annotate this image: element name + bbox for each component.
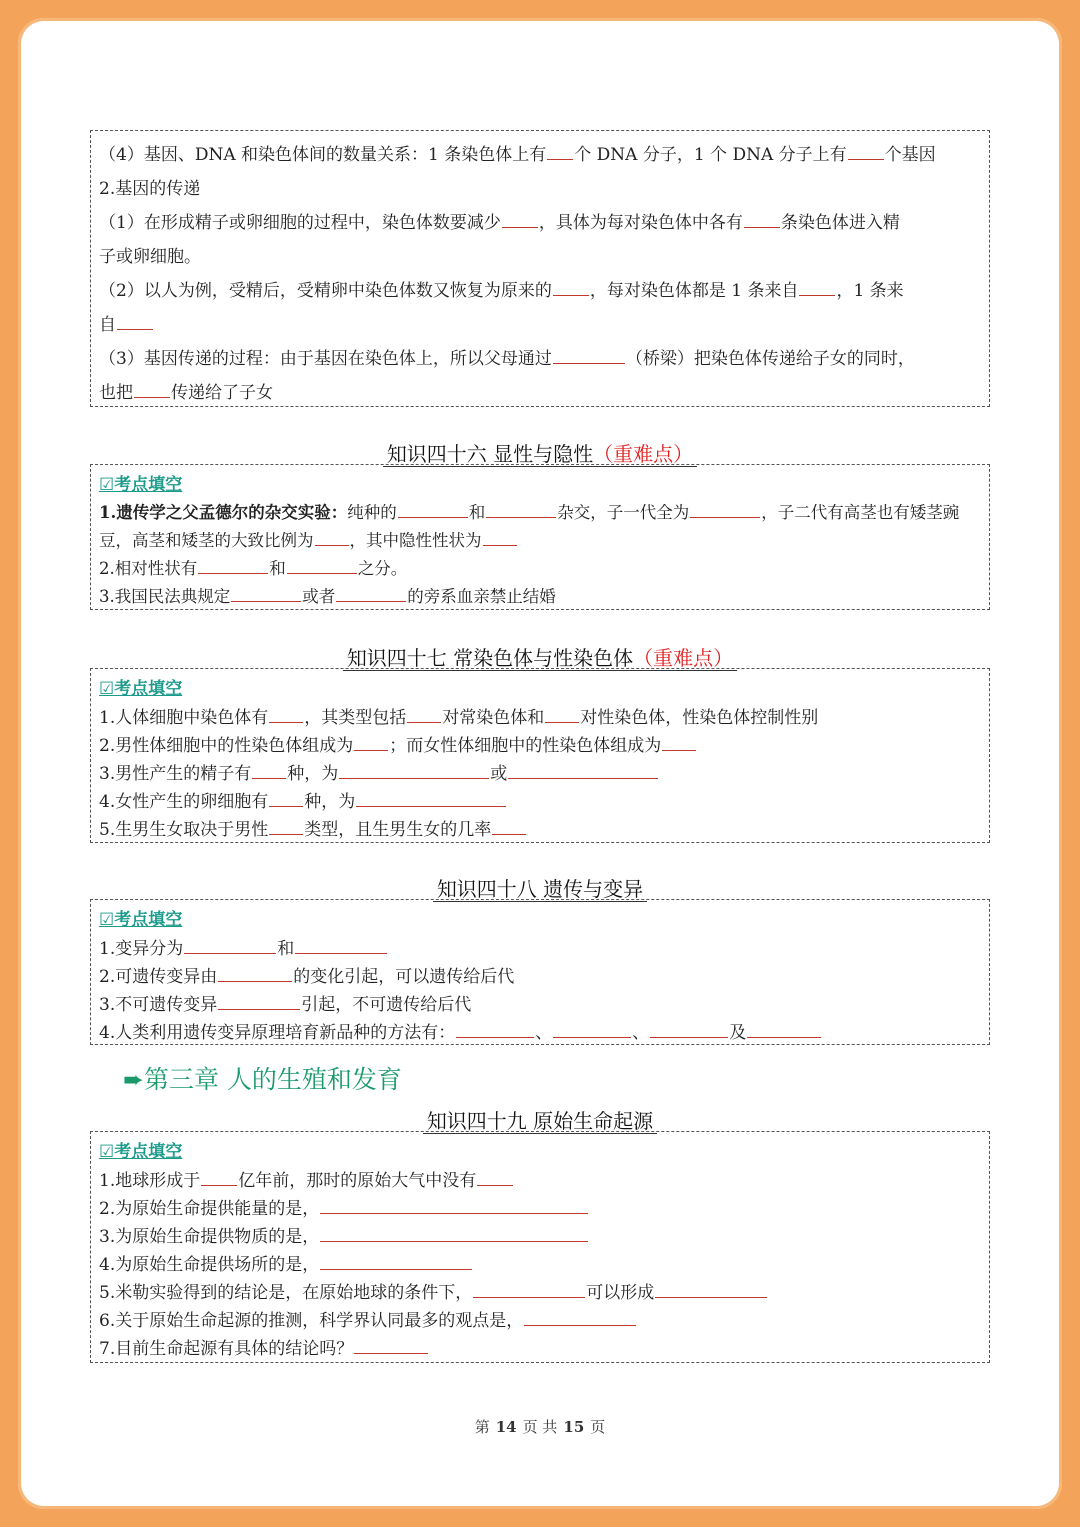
text: 2.男性体细胞中的性染色体组成为 (99, 736, 354, 756)
title-text: 知识四十六 显性与隐性 (386, 442, 594, 466)
section-box-46 (90, 464, 990, 610)
blank[interactable] (336, 584, 406, 602)
line (99, 208, 981, 233)
kaodian-label: ☑考点填空 (99, 910, 183, 930)
text: 对常染色体和 (442, 708, 545, 728)
text: 1.地球形成于 (99, 1171, 201, 1191)
line (99, 962, 981, 987)
blank[interactable] (747, 1020, 821, 1038)
line (99, 1250, 981, 1275)
text: 种，为 (304, 792, 356, 812)
line (99, 310, 981, 335)
blank[interactable] (320, 1224, 588, 1242)
text: （3）基因传递的过程：由于基因在染色体上，所以父母通过 (99, 349, 552, 369)
blank[interactable] (252, 761, 286, 779)
text: 3.男性产生的精子有 (99, 764, 252, 784)
line (99, 934, 981, 959)
text: （桥梁）把染色体传递给子女的同时， (625, 349, 915, 369)
blank[interactable] (315, 528, 349, 546)
text: 个 DNA 分子，1 个 DNA 分子上有 (574, 145, 847, 165)
line (99, 378, 981, 403)
blank[interactable] (339, 761, 489, 779)
text: 4.女性产生的卵细胞有 (99, 792, 269, 812)
text: 杂交，子一代全为 (557, 503, 690, 522)
blank[interactable] (662, 733, 696, 751)
line (99, 1334, 981, 1359)
text: 传递给了子女 (171, 383, 273, 403)
line (99, 731, 981, 756)
blank[interactable] (184, 936, 276, 954)
blank[interactable] (407, 705, 441, 723)
difficulty-tag: （重难点） (633, 646, 734, 670)
text: 引起，不可遗传给后代 (301, 995, 472, 1015)
footer-text: 页 (590, 1418, 606, 1436)
line (99, 815, 981, 840)
title-text: 知识四十八 遗传与变异 (433, 877, 647, 902)
text: 对性染色体，性染色体控制性别 (580, 708, 819, 728)
kaodian-label: ☑考点填空 (99, 679, 183, 699)
line (99, 759, 981, 784)
line: 子或卵细胞。 (99, 247, 201, 267)
text: 3.我国民法典规定 (99, 587, 231, 606)
section-title-46 (0, 438, 1080, 467)
text: ，子二代有高茎也有矮茎豌 (761, 503, 960, 522)
line (99, 1278, 981, 1303)
section-title-49 (0, 1105, 1080, 1134)
text: 或者 (302, 587, 336, 606)
text: 之分。 (357, 559, 408, 578)
text: 4.为原始生命提供场所的是， (99, 1255, 320, 1275)
blank[interactable] (231, 584, 301, 602)
blank[interactable] (655, 1280, 767, 1298)
top-box (90, 130, 990, 407)
line (99, 1222, 981, 1247)
blank[interactable] (545, 705, 579, 723)
line (99, 344, 981, 369)
blank[interactable] (508, 761, 658, 779)
blank[interactable] (547, 142, 573, 160)
blank[interactable] (502, 210, 538, 228)
blank[interactable] (483, 528, 517, 546)
section-title-48 (0, 873, 1080, 902)
text: ，其中隐性性状为 (349, 531, 482, 550)
footer-text: 页 共 (522, 1418, 558, 1436)
text: ，其类型包括 (304, 708, 407, 728)
text: 6.关于原始生命起源的推测，科学界认同最多的观点是， (99, 1311, 524, 1331)
blank[interactable] (398, 500, 468, 518)
blank[interactable] (553, 346, 625, 364)
line (99, 555, 981, 579)
section-box-49 (90, 1131, 990, 1363)
text: 3.不可遗传变异 (99, 995, 218, 1015)
title-text: 知识四十九 原始生命起源 (423, 1109, 657, 1134)
kaodian-label: ☑考点填空 (99, 1142, 183, 1162)
text: ；而女性体细胞中的性染色体组成为 (389, 736, 662, 756)
blank[interactable] (201, 1168, 237, 1186)
text: 种，为 (287, 764, 339, 784)
blank[interactable] (553, 278, 589, 296)
blank[interactable] (744, 210, 780, 228)
blank[interactable] (848, 142, 884, 160)
blank[interactable] (198, 556, 268, 574)
blank[interactable] (650, 1020, 728, 1038)
text: 及 (729, 1023, 747, 1043)
page-footer (0, 1416, 1080, 1437)
text: 2.可遗传变异由 (99, 967, 218, 987)
blank[interactable] (320, 1252, 472, 1270)
chapter-heading: ➨第三章 人的生殖和发育 (123, 1065, 402, 1094)
text: 和 (468, 503, 486, 522)
current-page-number: 14 (495, 1418, 517, 1436)
blank[interactable] (486, 500, 556, 518)
total-page-number: 15 (563, 1418, 585, 1436)
line (99, 1018, 981, 1043)
blank[interactable] (269, 789, 303, 807)
text: 2.为原始生命提供能量的是， (99, 1199, 320, 1219)
blank[interactable] (269, 817, 303, 835)
blank[interactable] (117, 312, 153, 330)
line (99, 1166, 981, 1191)
text: 5.米勒实验得到的结论是，在原始地球的条件下， (99, 1283, 473, 1303)
text: 、 (632, 1023, 650, 1043)
blank[interactable] (295, 936, 387, 954)
line (99, 1194, 981, 1219)
blank[interactable] (269, 705, 303, 723)
text: ，每对染色体都是 1 条来自 (589, 281, 799, 301)
text: 纯种的 (347, 503, 397, 522)
line (99, 499, 981, 523)
blank[interactable] (134, 380, 170, 398)
text: 和 (269, 559, 286, 578)
blank[interactable] (354, 1336, 428, 1354)
blank[interactable] (354, 733, 388, 751)
line (99, 787, 981, 812)
text: （4）基因、DNA 和染色体间的数量关系：1 条染色体上有 (99, 145, 547, 165)
blank[interactable] (218, 992, 300, 1010)
text: 、 (535, 1023, 553, 1043)
text: 1.遗传学之父孟德尔的杂交实验： (99, 503, 348, 522)
blank[interactable] (320, 1196, 588, 1214)
text: 自 (99, 315, 116, 335)
line (99, 276, 981, 301)
text: 3.为原始生命提供物质的是， (99, 1227, 320, 1247)
kaodian-label: ☑考点填空 (99, 475, 183, 495)
line (99, 140, 981, 165)
line (99, 1306, 981, 1331)
footer-text: 第 (474, 1418, 490, 1436)
text: 1.变异分为 (99, 939, 184, 959)
blank[interactable] (553, 1020, 631, 1038)
line (99, 527, 981, 551)
text: 豆，高茎和矮茎的大致比例为 (99, 531, 314, 550)
text: （2）以人为例，受精后，受精卵中染色体数又恢复为原来的 (99, 281, 552, 301)
blank[interactable] (218, 964, 292, 982)
text: 2.相对性状有 (99, 559, 198, 578)
text: 类型，且生男生女的几率 (304, 820, 492, 840)
line (99, 990, 981, 1015)
text: 的变化引起，可以遗传给后代 (293, 967, 515, 987)
text: 7.目前生命起源有具体的结论吗？ (99, 1339, 354, 1359)
blank[interactable] (456, 1020, 534, 1038)
blank[interactable] (287, 556, 357, 574)
section-title-47 (0, 642, 1080, 671)
line (99, 583, 981, 607)
text: 亿年前，那时的原始大气中没有 (238, 1171, 477, 1191)
blank[interactable] (492, 817, 526, 835)
blank[interactable] (524, 1308, 636, 1326)
text: （1）在形成精子或卵细胞的过程中，染色体数要减少 (99, 213, 501, 233)
text: 5.生男生女取决于男性 (99, 820, 269, 840)
text: 1.人体细胞中染色体有 (99, 708, 269, 728)
blank[interactable] (799, 278, 835, 296)
text: 和 (277, 939, 295, 959)
line: 2.基因的传递 (99, 179, 201, 199)
text: ，具体为每对染色体中各有 (538, 213, 743, 233)
text: 的旁系血亲禁止结婚 (407, 587, 556, 606)
blank[interactable] (356, 789, 506, 807)
text: 或 (490, 764, 508, 784)
blank[interactable] (690, 500, 760, 518)
blank[interactable] (477, 1168, 513, 1186)
blank[interactable] (473, 1280, 585, 1298)
difficulty-tag: （重难点） (593, 442, 694, 466)
title-text: 知识四十七 常染色体与性染色体 (346, 646, 634, 670)
text: 4.人类利用遗传变异原理培育新品种的方法有： (99, 1023, 456, 1043)
text: ，1 条来 (836, 281, 904, 301)
section-box-47 (90, 668, 990, 843)
text: 可以形成 (586, 1283, 655, 1303)
text: 条染色体进入精 (780, 213, 900, 233)
section-box-48 (90, 899, 990, 1045)
line (99, 703, 981, 728)
text: 也把 (99, 383, 133, 403)
text: 个基因 (884, 145, 936, 165)
